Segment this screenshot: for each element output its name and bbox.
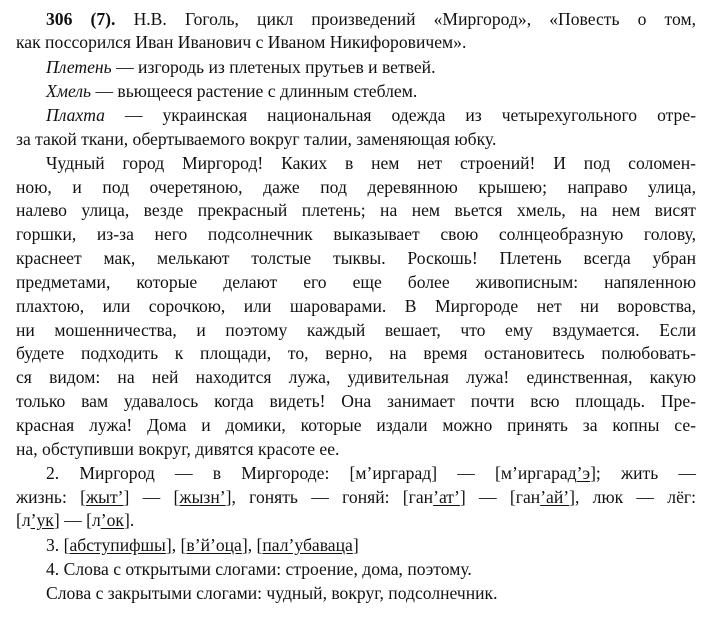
task2-underlined: жыт’ xyxy=(86,487,124,507)
glossary-term: Хмель xyxy=(46,81,92,101)
glossary-term: Плетень xyxy=(46,57,112,77)
passage-line: только вам удавалось когда видеть! Она занимает почти всю площадь. Пре- xyxy=(16,391,696,411)
task2-underlined: жызн’ xyxy=(179,487,226,507)
task2-text: жизнь: [ xyxy=(16,487,86,507)
task2-text: ]. xyxy=(123,510,135,530)
task2-text: ’ xyxy=(511,463,518,483)
passage-line: красная лужа! Дома и домики, которые издали можно принять за копны се- xyxy=(16,415,696,435)
passage-line: краснеет мак, мелькают толстые тыквы. Роскошь! Плетень всегда убран xyxy=(16,248,696,268)
task2-text: ]; жить — xyxy=(590,463,697,483)
task3-line xyxy=(46,534,696,556)
task2-text: ], люк — лёг: xyxy=(569,487,697,507)
task2-underlined: ’ок xyxy=(100,510,124,530)
passage-line: ся видом: на ней находится лужа, удивительная лужа! единственная, какую xyxy=(16,367,696,387)
glossary-item xyxy=(46,56,696,78)
task2-text: ] — [ган xyxy=(459,487,541,507)
header-line-2: как поссорился Иван Иванович с Иваном Никифоровичем». xyxy=(16,32,467,52)
glossary-definition: — изгородь из плетеных прутьев и ветвей. xyxy=(116,57,436,77)
passage-line: горшки, из-за него подсолнечник выказывает свою солнцеобразную голову, xyxy=(16,224,696,244)
header-line-1 xyxy=(46,8,696,30)
task2-text: [л xyxy=(16,510,31,530)
task2-text: 2. Миргород — в Миргороде: [м xyxy=(46,463,367,483)
exercise-number: 306 (7). xyxy=(46,9,116,29)
task2-text: ’ xyxy=(366,463,373,483)
header-source: Н.В. Гоголь, цикл произведений «Миргород», «Повесть о том, xyxy=(133,9,696,29)
glossary-term: Плахта xyxy=(46,105,105,125)
task2-underlined: ’ук xyxy=(30,510,54,530)
task2-text: иргарад xyxy=(517,463,577,483)
passage-line: ною, и под очеретяною, даже под деревянною крышею; направо улица, xyxy=(16,177,696,197)
task2-text: иргарад] — [м xyxy=(372,463,512,483)
task3-underlined: в’й’оца xyxy=(186,535,242,555)
passage-line: налево улица, везде прекрасный плетень; на нем вьется хмель, на нем висят xyxy=(16,200,696,220)
passage-line: плахтою, или сорочкою, или шароварами. В Миргороде нет ни воровства, xyxy=(16,296,696,316)
passage-line: на, обступивши вокруг, дивятся красоте ее. xyxy=(16,439,340,459)
task3-underlined: пал’убаваца xyxy=(262,535,353,555)
task3-text: ] xyxy=(352,535,359,555)
task3-text: 3. [ xyxy=(46,535,70,555)
task3-text: ], [ xyxy=(165,535,187,555)
passage-line: будете подходить к площади, то, верно, на время остановитесь полюбовать- xyxy=(16,343,696,363)
glossary-definition: — вьющееся растение с длинным стеблем. xyxy=(95,81,418,101)
passage-line: Чудный город Миргород! Каких в нем нет строений! И под соломен- xyxy=(46,153,696,173)
task4-open-syllables: 4. Слова с открытыми слогами: строение, дома, поэтому. xyxy=(46,559,472,579)
task2-text: ] — [ xyxy=(123,487,180,507)
task2-text: ], гонять — гоняй: [ган xyxy=(225,487,434,507)
task2-line-2 xyxy=(16,486,696,508)
glossary-definition: — украинская национальная одежда из четырехугольного отре- xyxy=(124,105,696,125)
passage-line: предметами, которые делают его еще более живописным: напяленною xyxy=(16,272,696,292)
glossary-item xyxy=(46,80,696,102)
task2-text: ] — [л xyxy=(53,510,101,530)
task2-underlined: ’э xyxy=(576,463,591,483)
passage-line: ни мошенничества, и поэтому каждый вешает, что ему вздумается. Если xyxy=(16,320,696,340)
task4-closed-syllables: Слова с закрытыми слогами: чудный, вокруг, подсолнечник. xyxy=(46,583,498,603)
task3-underlined: абступифшы xyxy=(69,535,166,555)
task2-line-3 xyxy=(16,509,696,531)
task2-underlined: ’ай’ xyxy=(540,487,570,507)
task2-line-1 xyxy=(46,462,696,484)
task3-text: ], [ xyxy=(241,535,263,555)
task2-underlined: ’ат’ xyxy=(433,487,460,507)
glossary-item xyxy=(46,104,696,126)
glossary-definition-cont: за такой ткани, обертываемого вокруг талии, заменяющая юбку. xyxy=(16,129,497,149)
